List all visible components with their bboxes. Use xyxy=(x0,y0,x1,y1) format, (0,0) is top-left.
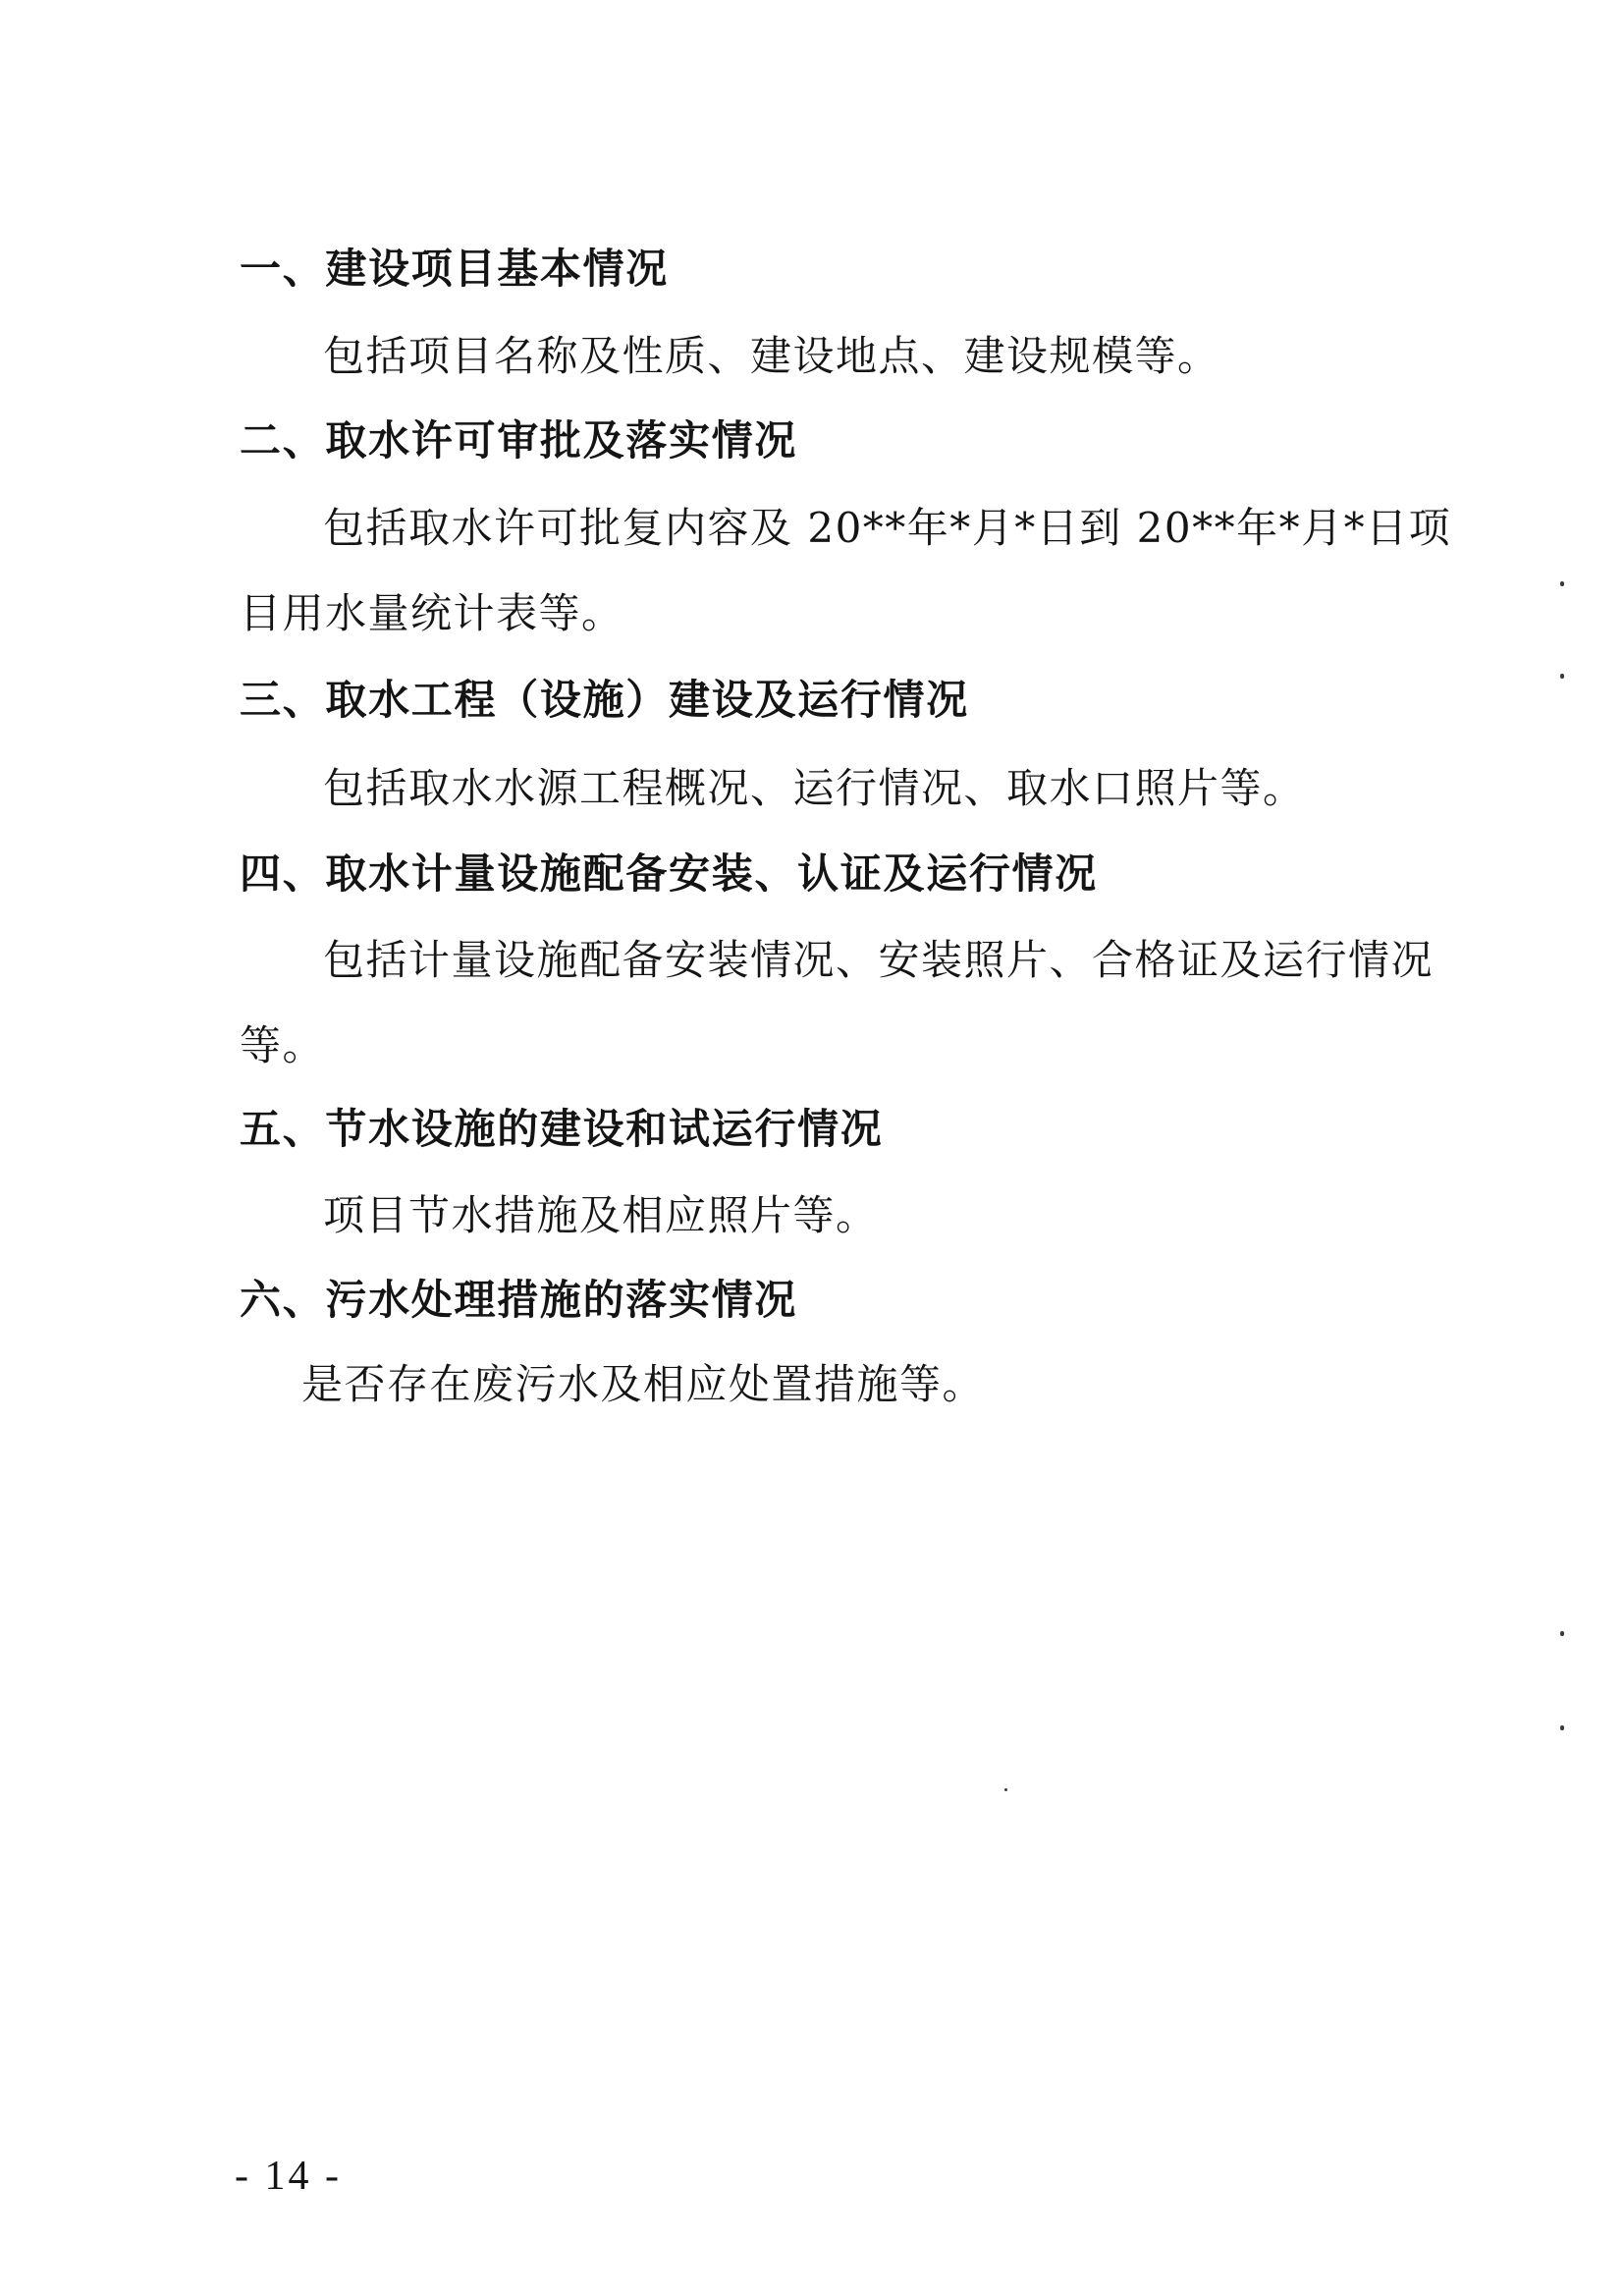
section-heading: 五、节水设施的建设和试运行情况 xyxy=(240,1105,884,1153)
section-text-line: 包括取水许可批复内容及 20**年*月*日到 20**年*月*日项 xyxy=(323,504,1452,552)
scan-speck xyxy=(1560,674,1564,679)
page-number: - 14 - xyxy=(235,2154,342,2199)
section-text-line: 包括项目名称及性质、建设地点、建设规模等。 xyxy=(323,332,1220,380)
section-text-line: 包括取水水源工程概况、运行情况、取水口照片等。 xyxy=(323,764,1306,812)
section-text-line: 等。 xyxy=(240,1021,326,1069)
section-heading: 二、取水许可审批及落实情况 xyxy=(240,416,798,465)
section-heading: 四、取水计量设施配备安装、认证及运行情况 xyxy=(240,849,1099,898)
scan-speck xyxy=(1560,1631,1564,1636)
section-heading: 一、建设项目基本情况 xyxy=(240,245,670,293)
scan-speck xyxy=(1004,1788,1007,1791)
section-heading: 六、污水处理措施的落实情况 xyxy=(240,1276,798,1324)
scan-speck xyxy=(1560,581,1564,586)
section-text-line: 项目节水措施及相应照片等。 xyxy=(323,1191,879,1239)
section-text-line: 是否存在废污水及相应处置措施等。 xyxy=(301,1360,986,1408)
scan-speck xyxy=(1560,1725,1564,1730)
section-text-line: 包括计量设施配备安装情况、安装照片、合格证及运行情况 xyxy=(323,936,1435,984)
section-heading: 三、取水工程（设施）建设及运行情况 xyxy=(240,676,969,724)
section-text-line: 目用水量统计表等。 xyxy=(240,589,624,637)
